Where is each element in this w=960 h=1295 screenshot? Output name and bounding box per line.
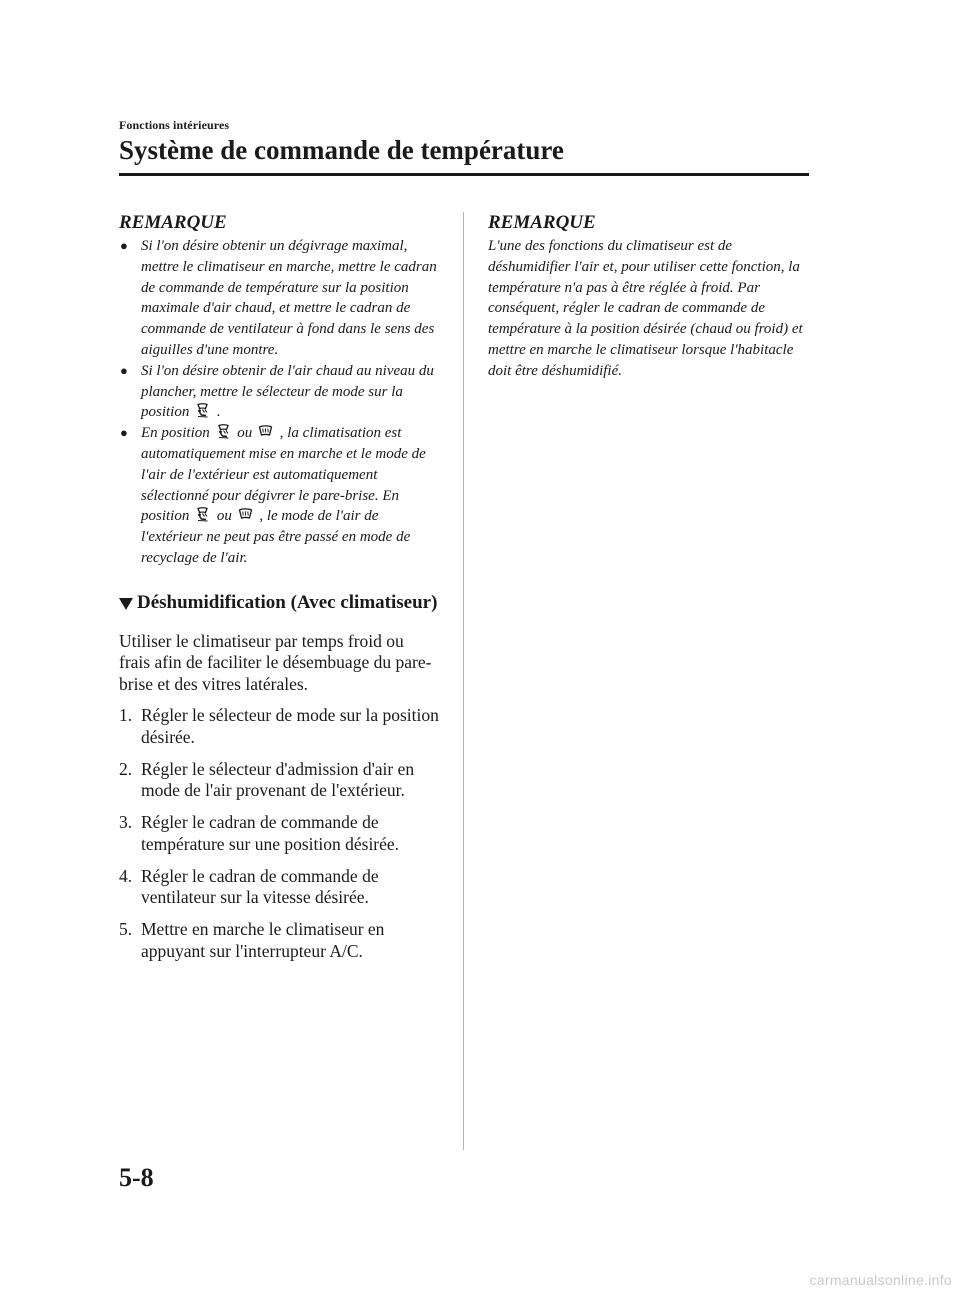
- steps-list: [119, 705, 439, 962]
- step-number: 3.: [119, 812, 133, 833]
- step-text: Régler le sélecteur d'admission d'air en mode de l'air provenant de l'extérieur.: [141, 758, 415, 801]
- note-text-b: ou: [237, 425, 253, 442]
- step-item: [119, 812, 439, 855]
- note-item-text-end: .: [216, 404, 221, 421]
- note-text-a: En position: [141, 425, 210, 442]
- step-number: 4.: [119, 865, 133, 886]
- bullet-icon: ●: [120, 425, 128, 441]
- title-rule: [119, 173, 809, 176]
- watermark: carmanualsonline.info: [809, 1272, 952, 1288]
- note-item-text: Si l'on désire obtenir un dégivrage maximal, mettre le climatiseur en marche, mettre le cadran de commande de température sur la position maximale d'air chaud, et mettre le cadran de commande de ventilateur à fond dans le sens des aiguilles d'une montre.: [141, 238, 437, 358]
- note-item: [119, 361, 439, 423]
- bullet-icon: ●: [120, 238, 128, 253]
- step-item: [119, 866, 439, 909]
- section-label: Fonctions intérieures: [119, 118, 230, 132]
- step-number: 1.: [119, 705, 133, 726]
- step-number: 5.: [119, 919, 133, 940]
- note-text-c: , la climatisation est automatiquement mise en marche et le mode de l'air de l'extérieur est automatiquement sélectionné pour dégivrer le pare-brise. En position: [141, 425, 426, 525]
- step-item: [119, 705, 439, 748]
- note-text: L'une des fonctions du climatiseur est de déshumidifier l'air et, pour utiliser cette fonction, la température n'a pas à être réglée à froid. Par conséquent, régler le cadran de commande de température à la position désirée (chaud ou froid) et mettre en marche le climatiseur lorsque l'habitacle doit être déshumidifié.: [488, 238, 803, 379]
- step-item: [119, 759, 439, 802]
- step-number: 2.: [119, 758, 133, 779]
- step-text: Régler le sélecteur de mode sur la position désirée.: [141, 705, 439, 747]
- note-title: REMARQUE: [119, 212, 227, 233]
- note-title: REMARQUE: [488, 212, 596, 233]
- windshield-defrost-icon: [258, 424, 273, 439]
- floor-defrost-icon: [195, 403, 210, 418]
- step-text: Mettre en marche le climatiseur en appuyant sur l'interrupteur A/C.: [141, 919, 385, 961]
- note-item-text: Si l'on désire obtenir de l'air chaud au niveau du plancher, mettre le sélecteur de mode sur la position: [141, 362, 434, 421]
- bullet-icon: ●: [120, 362, 128, 378]
- column-divider: [463, 212, 464, 1150]
- right-column: [488, 212, 810, 382]
- floor-defrost-icon: [216, 424, 231, 439]
- note-text-e: , le mode de l'air de l'extérieur ne peut pas être passé en mode de recyclage de l'air.: [141, 508, 411, 566]
- page-title: Système de commande de température: [119, 135, 564, 165]
- floor-defrost-icon: [195, 507, 210, 522]
- note-text-d: ou: [216, 508, 232, 525]
- dehumidification-intro: Utiliser le climatiseur par temps froid ou frais afin de faciliter le désembuage du pare-brise et des vitres latérales.: [119, 630, 432, 694]
- step-text: Régler le cadran de commande de température sur une position désirée.: [141, 812, 400, 854]
- left-column: [119, 212, 439, 973]
- dehumidification-heading: [119, 591, 439, 615]
- page-number: 5-8: [119, 1163, 154, 1192]
- note-item: [119, 236, 439, 361]
- step-text: Régler le cadran de commande de ventilateur sur la vitesse désirée.: [141, 865, 379, 908]
- note-list: [119, 236, 439, 569]
- down-triangle-icon: [119, 598, 133, 610]
- dehumidification-heading-text: Déshumidification (Avec climatiseur): [137, 591, 438, 613]
- step-item: [119, 919, 439, 962]
- windshield-defrost-icon: [238, 507, 253, 522]
- note-item: [119, 423, 439, 569]
